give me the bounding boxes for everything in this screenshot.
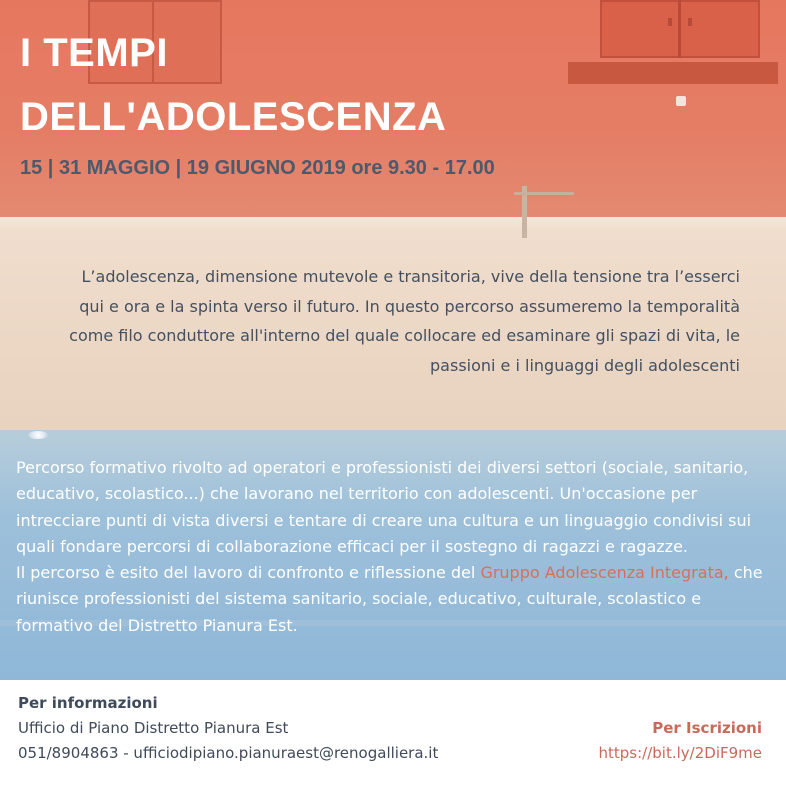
wall-pipe-bracket — [514, 192, 574, 195]
info-heading: Per informazioni — [18, 694, 158, 712]
description-paragraph-1: Percorso formativo rivolto ad operatori e professionisti dei diversi settori (sociale, sanitario, educativo, scolastico...) che lavorano nel territorio con adolescenti. Un'occasione per intrecciare punti di vista diversi e tentare di creare una cultura e un linguaggio condivisi sui quali fondare percorsi di collaborazione efficaci per il sostegno di ragazzi e ragazze. — [16, 458, 752, 556]
description-text-after: che riunisce professionisti del sistema sanitario, sociale, educativo, culturale, scolastico e formativo del Distretto Pianura Est. — [16, 563, 763, 635]
registration-link[interactable]: https://bit.ly/2DiF9me — [598, 744, 762, 762]
description-block — [16, 455, 780, 639]
shutter-hinge-right — [688, 18, 692, 26]
info-contacts[interactable]: 051/8904863 - ufficiodipiano.pianuraest@renogalliera.it — [18, 744, 439, 762]
description-text-before: Il percorso è esito del lavoro di confronto e riflessione del — [16, 563, 481, 583]
shutter-hinge-left — [668, 18, 672, 26]
group-name-highlight: Gruppo Adolescenza Integrata, — [480, 563, 729, 583]
street-lamp — [28, 431, 48, 439]
wall-ledge — [0, 217, 786, 233]
registration-heading: Per Iscrizioni — [652, 719, 762, 737]
event-title-line-1: I TEMPI — [20, 31, 168, 75]
info-office: Ufficio di Piano Distretto Pianura Est — [18, 719, 289, 737]
event-title-line-2: DELL'ADOLESCENZA — [20, 95, 447, 139]
description-paragraph-2 — [16, 560, 780, 639]
event-dates: 15 | 31 MAGGIO | 19 GIUGNO 2019 ore 9.30 - 17.00 — [20, 157, 495, 179]
window-sill — [568, 62, 778, 84]
intro-paragraph: L’adolescenza, dimensione mutevole e transitoria, vive della tensione tra l’esserci qui e ora e la spinta verso il futuro. In questo percorso assumeremo la temporalità come filo conduttore all'interno del quale collocare ed esaminare gli spazi di vita, le passioni e i linguaggi degli adolescenti — [69, 267, 740, 375]
window-shutter-divider — [678, 0, 681, 58]
wall-hook — [676, 96, 686, 106]
